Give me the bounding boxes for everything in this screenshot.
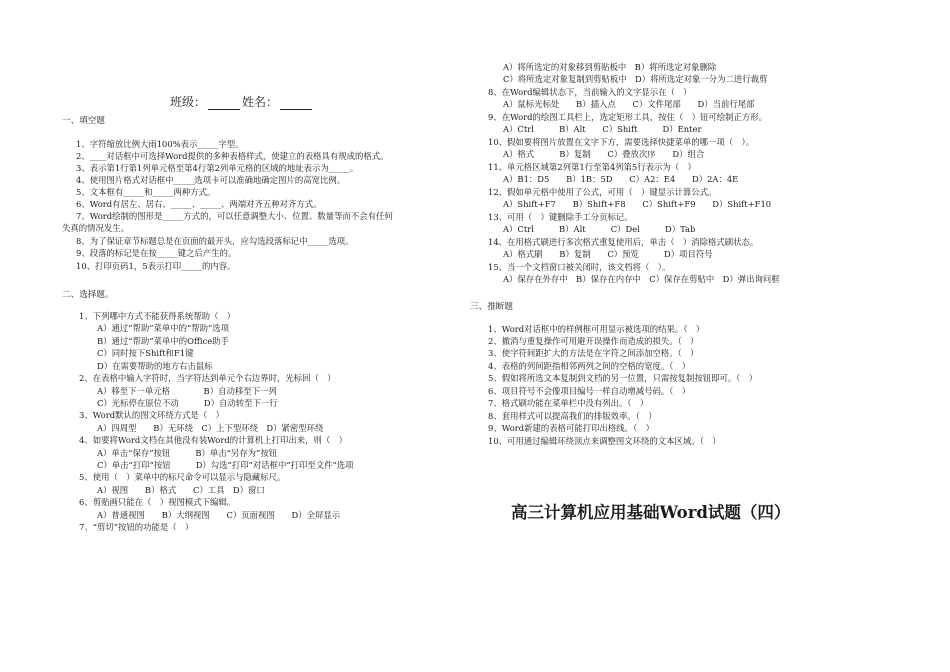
judgement-item: 2、撤消与重复操作可用避开误操作而造成的损失。（ ）	[488, 336, 699, 346]
fill-blank-item: 7、Word绘制的图形是_____方式的，可以任意调整大小、位置、数量等而不会有任何	[76, 211, 393, 221]
question: 11、单元格区域第2列第1行至第4列第5行表示为（ ）	[488, 162, 696, 172]
name-label: 姓名：	[242, 95, 279, 109]
judgement-item: 6、项目符号不会像项目编号一样自动增减号码。（ ）	[488, 386, 691, 396]
paper-title: 高三计算机应用基础Word试题（四）	[511, 503, 791, 522]
option: C）光标停在原位不动 D）自动转至下一行	[97, 398, 278, 408]
class-blank	[208, 98, 240, 110]
question: 12、假如单元格中使用了公式，可用（ ）键显示计算公式。	[488, 187, 717, 197]
judgement-item: 10、可用通过编辑环绕顶点来调整图文环绕的文本区域。（ ）	[488, 436, 721, 446]
name-blank	[280, 98, 312, 110]
fill-blank-item: 8、为了保证章节标题总是在页面的最开头，应勾选段落标记中_____选项。	[76, 236, 354, 246]
option: A）B1：D5 B）1B：5D C）A2：E4 D）2A：4E	[503, 174, 739, 184]
judgement-item: 5、假如将所选文本复制到文档的另一位置，只需按复制按钮即可。（ ）	[488, 373, 758, 383]
option: A）单击“保存”按钮 B）单击“另存为”按钮	[97, 448, 278, 458]
option: A）四周型 B）无环绕 C）上下型环绕 D）紧密型环绕	[97, 423, 324, 433]
class-name-header	[170, 93, 314, 110]
option: A）移至下一单元格 B）自动移至下一列	[97, 386, 277, 396]
option: A）通过“帮助”菜单中的“帮助”选项	[97, 323, 230, 333]
question: 5、使用（ ）菜单中的标尺命令可以显示与隐藏标尺。	[79, 472, 286, 482]
question: 13、可用（ ）键删除手工分页标记。	[488, 212, 633, 222]
fill-blank-item: 6、Word有居左、居右、_____、_____、两端对齐五种对齐方式。	[76, 199, 322, 209]
class-label: 班级：	[170, 95, 207, 109]
question: 15、当一个文档窗口被关闭时，该文档将（ ）。	[488, 262, 671, 272]
option: C）同时按下Shift和F1键	[97, 348, 194, 358]
fill-blank-item: 1、字符缩放比例大雨100%表示_____字型。	[76, 139, 244, 149]
option: A）Ctrl B）Alt C）Shift D）Enter	[503, 124, 702, 134]
question: 8、在Word编辑状态下，当前输入的文字显示在（ ）	[488, 87, 692, 97]
question: 1、下列哪中方式不能获得系统帮助（ ）	[79, 311, 236, 321]
option: B）通过“帮助”菜单中的Office助手	[97, 336, 229, 346]
option: A）格式 B）复制 C）叠放次序 D）组合	[503, 149, 705, 159]
section3-title: 三、推断题	[470, 302, 513, 312]
option: A）鼠标光标处 B）插入点 C）文件尾部 D）当前行尾部	[503, 99, 755, 109]
option: C）将所选定对象复制到剪贴板中 D）将所选定对象一分为二进行裁剪	[503, 74, 768, 84]
option: D）在需要帮助的地方右击鼠标	[97, 361, 213, 371]
fill-blank-item: 4、使用图片格式对话框中_____选项卡可以准确地确定图片的高宽比例。	[76, 175, 346, 185]
section2-title: 二、选择题。	[62, 290, 114, 300]
question: 14、在用格式刷进行多次格式重复使用后，单击（ ）消除格式刷状态。	[488, 237, 759, 247]
section1-title: 一、填空题	[62, 116, 105, 126]
option: A）普通视图 B）大纲视图 C）页面视图 D）全屏显示	[97, 510, 341, 520]
question: 6、剪贴画只能在（ ）视图模式下编辑。	[79, 497, 236, 507]
fill-blank-item: 10、打印页码1，5表示打印_____的内容。	[76, 261, 236, 271]
question: 4、如要将Word文档在其他没有装Word的计算机上打印出来，则（ ）	[79, 435, 347, 445]
option: A）保存在外存中 B）保存在内存中 C）保存在剪贴中 D）弹出询问框	[503, 274, 780, 284]
fill-blank-item: 5、文本框有_____和_____两种方式。	[76, 187, 216, 197]
judgement-item: 3、使字符间距扩大的方法是在字符之间添加空格。（ ）	[488, 348, 699, 358]
option: A）视图 B）格式 C）工具 D）窗口	[97, 485, 265, 495]
question: 3、Word默认的图文环绕方式是（ ）	[79, 410, 225, 420]
question: 7、“剪切”按钮的功能是（ ）	[79, 522, 194, 532]
judgement-item: 7、格式刷功能在菜单栏中没有列出。（ ）	[488, 398, 649, 408]
question: 2、在表格中输入字符时，当字符达到单元个右边界时，光标回（ ）	[79, 373, 336, 383]
option: A）格式刷 B）复制 C）预览 D）项目符号	[503, 249, 713, 259]
judgement-item: 8、套用样式可以提高我们的排版效率。（ ）	[488, 411, 657, 421]
fill-blank-item: 3、表示第1行第1列单元格至第4行第2列单元格的区域的地址表示为_____。	[76, 163, 359, 173]
fill-blank-item: 9、段落的标记是在按_____键之后产生的。	[76, 248, 237, 258]
option: A）Shift+F7 B）Shift+F8 C）Shift+F9 D）Shift+F10	[503, 199, 772, 209]
option: A）将所选定的对象移到剪贴板中 B）将所选定对象删除	[503, 62, 717, 72]
question: 9、在Word的绘图工具栏上，选定矩形工具，按住（ ）钮可绘制正方形。	[488, 112, 768, 122]
judgement-item: 9、Word新建的表格可能打印出格线。（ ）	[488, 423, 654, 433]
question: 10、假如要将图片放置在文字下方，需要选择快捷菜单的哪一项（ ）。	[488, 137, 755, 147]
option: C）单击“打印”按钮 D）勾选“打印”对话框中“打印至文件”选项	[97, 460, 354, 470]
option: A）Ctrl B）Alt C）Del D）Tab	[503, 224, 696, 234]
fill-blank-item: 2、____对话框中可选择Word提供的多种表格样式，使建立的表格具有规成的格式。	[76, 151, 389, 161]
fill-blank-item-continued: 失真的情况发生。	[62, 223, 129, 233]
judgement-item: 4、表格的列间距指相邻两列之间的空格的宽度。（ ）	[488, 361, 691, 371]
judgement-item: 1、Word对话框中的样例框可用显示被选项的结果。（ ）	[488, 324, 705, 334]
